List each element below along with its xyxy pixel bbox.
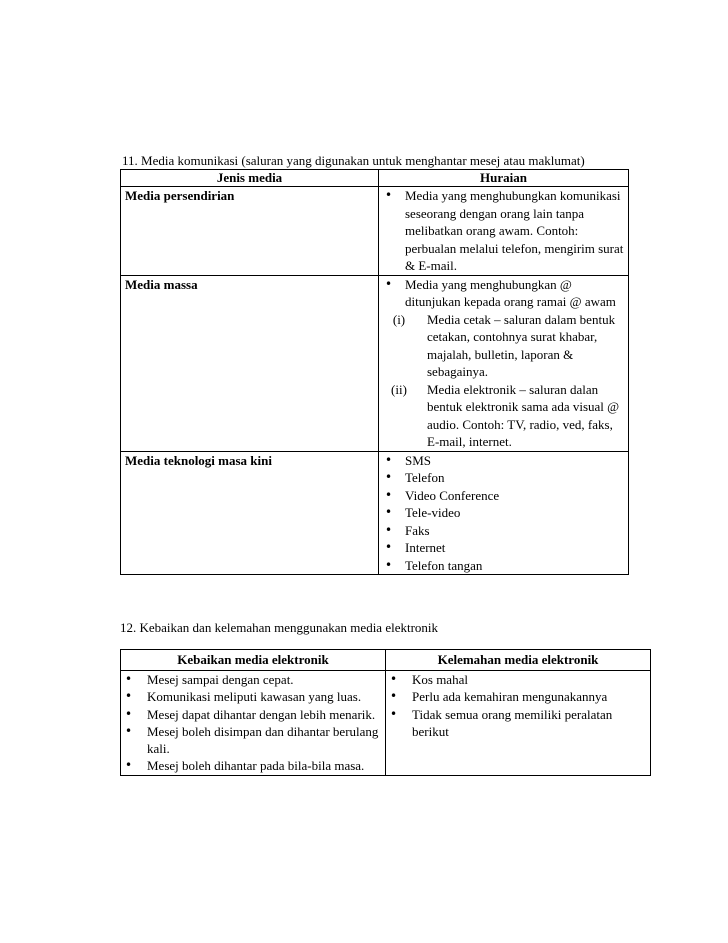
sub-item-number: (i): [392, 311, 406, 327]
sub-item: [383, 311, 624, 381]
description-list: [383, 276, 624, 311]
description-list: [383, 452, 624, 575]
media-type-cell: Media teknologi masa kini: [121, 451, 379, 575]
table-header-row: [121, 650, 651, 671]
column-header-huraian: Huraian: [379, 170, 629, 187]
list-item: • Tele-video: [383, 504, 624, 522]
list-item: • Mesej sampai dengan cepat.: [125, 671, 381, 688]
list-item: • Media yang menghubungkan komunikasi seseorang dengan orang lain tanpa melibatkan orang awam. Contoh: perbualan melalui telefon, mengirim surat & E-mail.: [383, 187, 624, 275]
list-item: • Mesej dapat dihantar dengan lebih menarik.: [125, 706, 381, 723]
column-header-kelemahan: Kelemahan media elektronik: [386, 650, 651, 671]
advantages-list: [125, 671, 381, 775]
list-item: • Komunikasi meliputi kawasan yang luas.: [125, 688, 381, 705]
description-cell: [379, 275, 629, 451]
list-item: • Kos mahal: [390, 671, 646, 688]
media-types-table: [120, 169, 629, 575]
sub-item-text: Media elektronik – saluran dalan bentuk elektronik sama ada visual @ audio. Contoh: TV, radio, ved, faks, E-mail, internet.: [427, 381, 620, 449]
list-item: • Mesej boleh dihantar pada bila-bila masa.: [125, 757, 381, 774]
sub-item: [383, 381, 624, 451]
list-item: • Telefon: [383, 469, 624, 487]
sub-item-number: (ii): [391, 381, 407, 397]
media-type-cell: Media persendirian: [121, 187, 379, 276]
list-item: • Tidak semua orang memiliki peralatan berikut: [390, 706, 646, 741]
advantages-cell: [121, 671, 386, 776]
disadvantages-list: [390, 671, 646, 740]
list-item: • SMS: [383, 452, 624, 470]
column-header-jenis-media: Jenis media: [121, 170, 379, 187]
column-header-kebaikan: Kebaikan media elektronik: [121, 650, 386, 671]
list-item: • Media yang menghubungkan @ ditunjukan kepada orang ramai @ awam: [383, 276, 624, 311]
list-item: • Telefon tangan: [383, 557, 624, 575]
media-type-cell: Media massa: [121, 275, 379, 451]
pros-cons-table: [120, 649, 651, 776]
list-item: • Perlu ada kemahiran mengunakannya: [390, 688, 646, 705]
disadvantages-cell: [386, 671, 651, 776]
description-cell: [379, 451, 629, 575]
description-cell: [379, 187, 629, 276]
list-item: • Video Conference: [383, 487, 624, 505]
list-item: • Internet: [383, 539, 624, 557]
description-list: [383, 187, 624, 275]
table-row: [121, 275, 629, 451]
sub-item-text: Media cetak – saluran dalam bentuk cetakan, contohnya surat khabar, majalah, bulletin, laporan & sebagainya.: [427, 311, 616, 379]
section-12-heading: 12. Kebaikan dan kelemahan menggunakan media elektronik: [120, 620, 439, 635]
section-11-heading: 11. Media komunikasi (saluran yang digunakan untuk menghantar mesej atau maklumat): [122, 153, 585, 168]
table-header-row: [121, 170, 629, 187]
table-row: [121, 671, 651, 776]
table-row: [121, 451, 629, 575]
list-item: • Faks: [383, 522, 624, 540]
list-item: • Mesej boleh disimpan dan dihantar berulang kali.: [125, 723, 381, 758]
table-row: [121, 187, 629, 276]
